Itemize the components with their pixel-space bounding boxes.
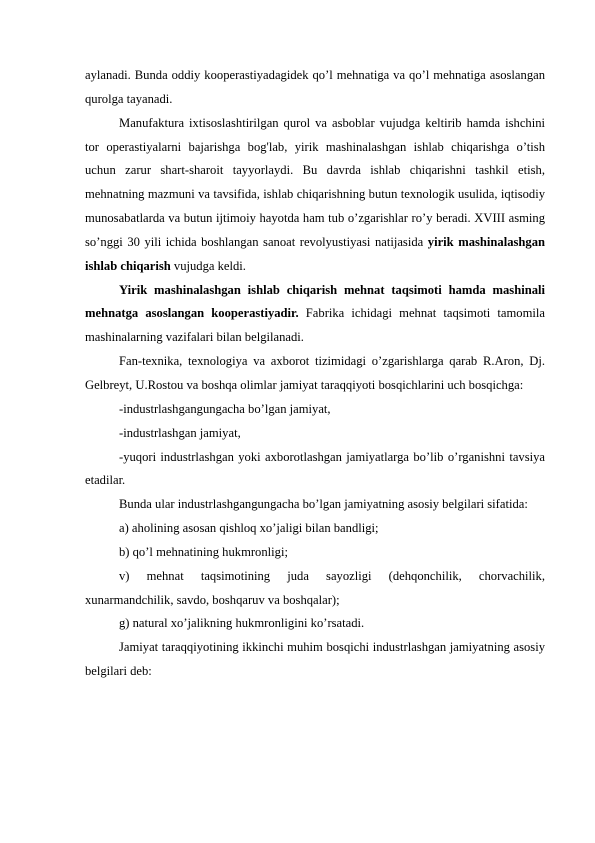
- list-item: [85, 517, 545, 541]
- list-item-text: -industrlashgan jamiyat,: [119, 425, 241, 440]
- list-item: [85, 422, 545, 446]
- list-item-text: v) mehnat taqsimotining juda sayozligi (dehqonchilik, chorvachilik, xunarmandchilik, savdo, boshqaruv va boshqalar);: [85, 568, 545, 607]
- paragraph-text: aylanadi. Bunda oddiy kooperastiyadagidek qo’l mehnatiga va qo’l mehnatiga asoslangan qurolga tayanadi.: [85, 68, 545, 106]
- bold-term: yirik mashinalashgan ishlab chiqarish: [85, 234, 546, 273]
- document-body: [85, 64, 545, 684]
- list-item: [85, 541, 545, 565]
- paragraph: [85, 636, 545, 684]
- paragraph: [85, 493, 545, 517]
- paragraph-text: Fan-texnika, texnologiya va axborot tizimidagi o’zgarishlarga qarab R.Aron, Dj. Gelbreyt, U.Rostou va boshqa olimlar jamiyat taraqqiyoti bosqichlarini uch bosqichga:: [85, 354, 545, 392]
- list-item: [85, 398, 545, 422]
- paragraph-text: Fabrika ichidagi mehnat taqsimoti tamomila mashinalarning vazifalari bilan belgilanadi.: [85, 306, 545, 345]
- list-item: [85, 565, 545, 613]
- paragraph-text: Bunda ular industrlashgangungacha bo’lgan jamiyatning asosiy belgilari sifatida:: [119, 497, 528, 512]
- paragraph: [85, 64, 545, 112]
- paragraph-text: Manufaktura ixtisoslashtirilgan qurol va asboblar vujudga keltirib hamda ishchini tor operastiyalarni bajarishga bog'lab, yirik mashinalashgan ishlab chiqarishga o’tish uchun zarur shart-sharoit tayyorlaydi. Bu davrda ishlab chiqarishni tashkil etish, mehnatning mazmuni va tavsifida, ishlab chiqarishning butun texnologik usulida, iqtisodiy munosabatlarda va butun ijtimoiy hayotda ham tub o’zgarishlar ro’y beradi. XVIII asming so’nggi 30 yili ichida boshlangan sanoat revolyustiyasi natijasida: [85, 115, 545, 249]
- list-item-text: a) aholining asosan qishloq xo’jaligi bilan bandligi;: [119, 521, 379, 536]
- paragraph: [85, 350, 545, 398]
- list-item-text: -yuqori industrlashgan yoki axborotlashgan jamiyatlarga bo’lib o’rganishni tavsiya etadilar.: [85, 449, 545, 488]
- bold-definition: Yirik mashinalashgan ishlab chiqarish mehnat taqsimoti hamda mashinali mehnatga asoslangan kooperastiyadir.: [85, 282, 545, 321]
- paragraph-text: Jamiyat taraqqiyotining ikkinchi muhim bosqichi industrlashgan jamiyatning asosiy belgilari deb:: [85, 640, 545, 679]
- list-item-text: g) natural xo’jalikning hukmronligini ko’rsatadi.: [119, 616, 365, 631]
- list-item-text: b) qo’l mehnatining hukmronligi;: [119, 544, 288, 559]
- list-item: [85, 612, 545, 636]
- list-item: [85, 446, 545, 494]
- list-item-text: -industrlashgangungacha bo’lgan jamiyat,: [119, 401, 331, 416]
- paragraph-text: vujudga keldi.: [170, 258, 246, 273]
- paragraph: [85, 112, 545, 279]
- paragraph: [85, 279, 545, 351]
